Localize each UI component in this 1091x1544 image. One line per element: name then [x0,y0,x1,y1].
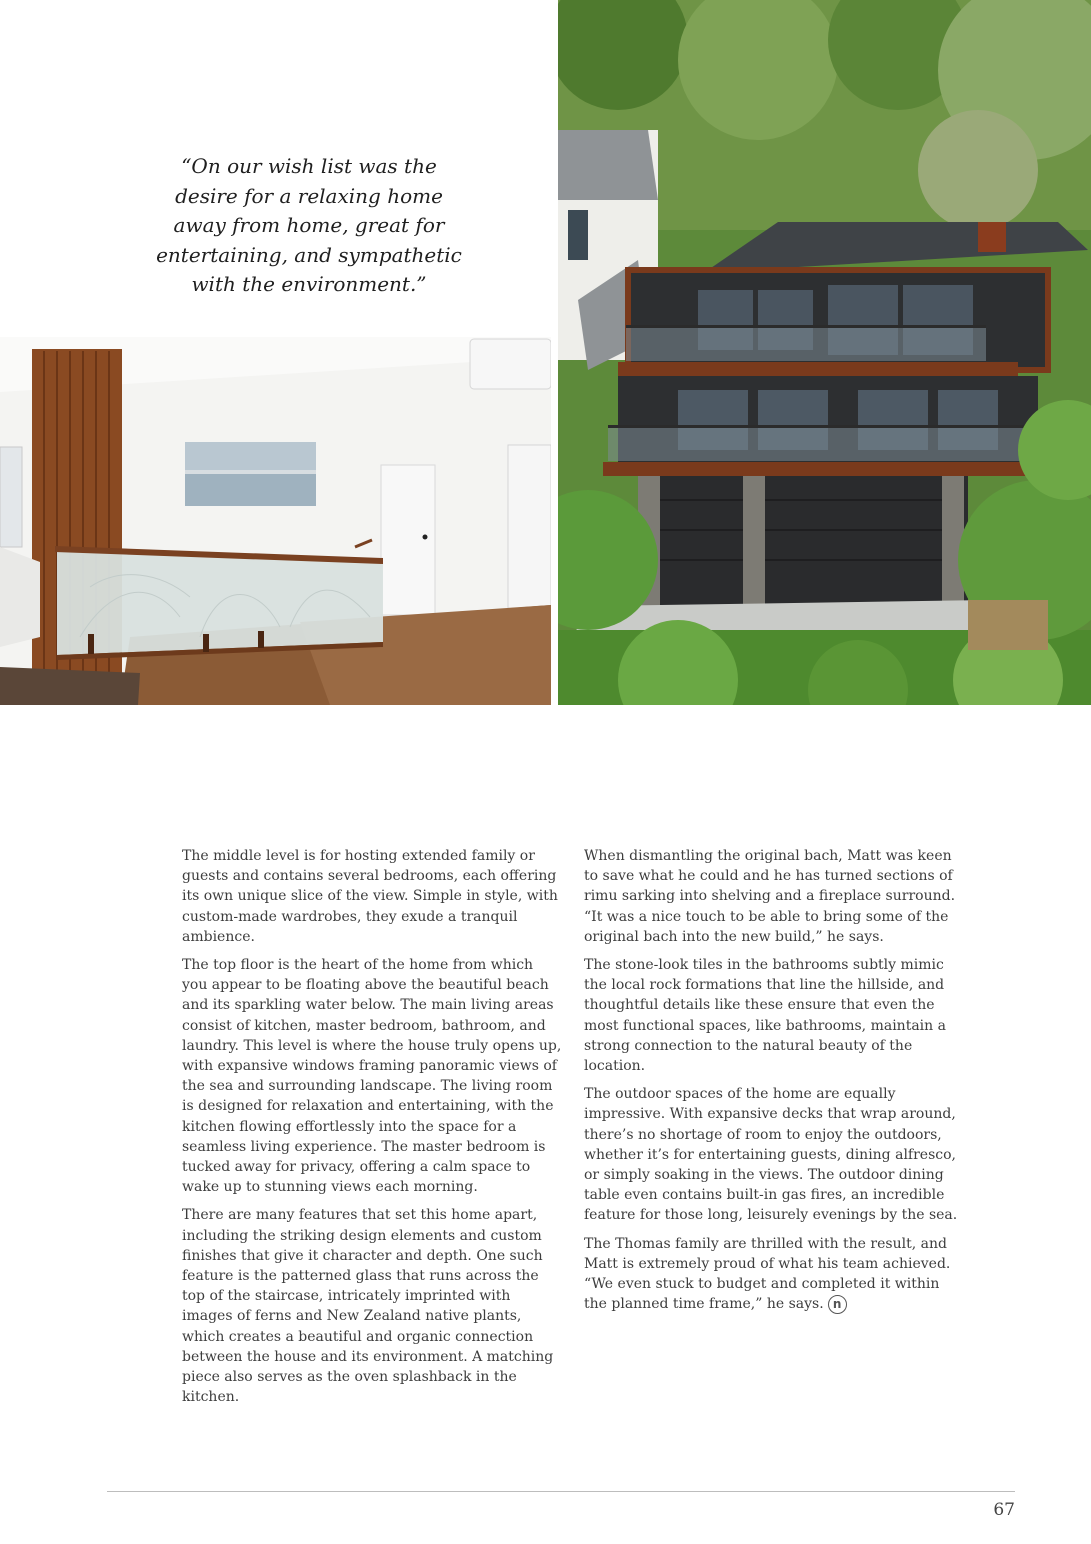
footer-divider [107,1491,1015,1492]
house-exterior-photo [558,0,1091,705]
body-column-left [182,846,562,1415]
paragraph: The middle level is for hosting extended family or guests and contains several bedrooms, each offering its own unique slice of the view. Simple in style, with custom-made wardrobes, they exude a tranquil ambience. [182,848,558,945]
body-column-right [584,846,964,1322]
interior-staircase-photo [0,337,551,705]
paragraph: There are many features that set this home apart, including the striking design elements and custom finishes that give it character and depth. One such feature is the patterned glass that runs across the top of the staircase, intricately imprinted with images of ferns and New Zealand native plants, which creates a beautiful and organic connection between the house and its environment. A matching piece also serves as the oven splashback in the kitchen. [182,1207,554,1406]
pull-quote: “On our wish list was the desire for a relaxing home away from home, great for entertaining, and sympathetic with the environment.” [156,154,462,296]
paragraph: The outdoor spaces of the home are equally impressive. With expansive decks that wrap around, there’s no shortage of room to enjoy the outdoors, whether it’s for entertaining guests, dining alfresco, or simply soaking in the views. The outdoor dining table even contains built-in gas fires, an incredible feature for those long, leisurely evenings by the sea. [584,1086,958,1224]
paragraph-text: The Thomas family are thrilled with the result, and Matt is extremely proud of what his team achieved. “We even stuck to budget and completed it within the planned time frame,” he says. [584,1235,951,1313]
paragraph-last [584,1234,964,1315]
paragraph: When dismantling the original bach, Matt was keen to save what he could and he has turned sections of rimu sarking into shelving and a fireplace surround. “It was a nice touch to be able to bring some of the original bach into the new build,” he says. [584,848,956,945]
paragraph: The top floor is the heart of the home from which you appear to be floating above the beautiful beach and its sparkling water below. The main living areas consist of kitchen, master bedroom, bathroom, and laundry. This level is where the house truly opens up, with expansive windows framing panoramic views of the sea and surrounding landscape. The living room is designed for relaxation and entertaining, with the kitchen flowing effortlessly into the space for a seamless living experience. The master bedroom is tucked away for privacy, offering a calm space to wake up to stunning views each morning. [182,957,562,1196]
paragraph: The stone-look tiles in the bathrooms subtly mimic the local rock formations that line the hillside, and thoughtful details like these ensure that even the most functional spaces, like bathrooms, maintain a strong connection to the natural beauty of the location. [584,957,946,1075]
end-of-article-icon: n [828,1295,847,1314]
page-number: 67 [993,1500,1015,1520]
